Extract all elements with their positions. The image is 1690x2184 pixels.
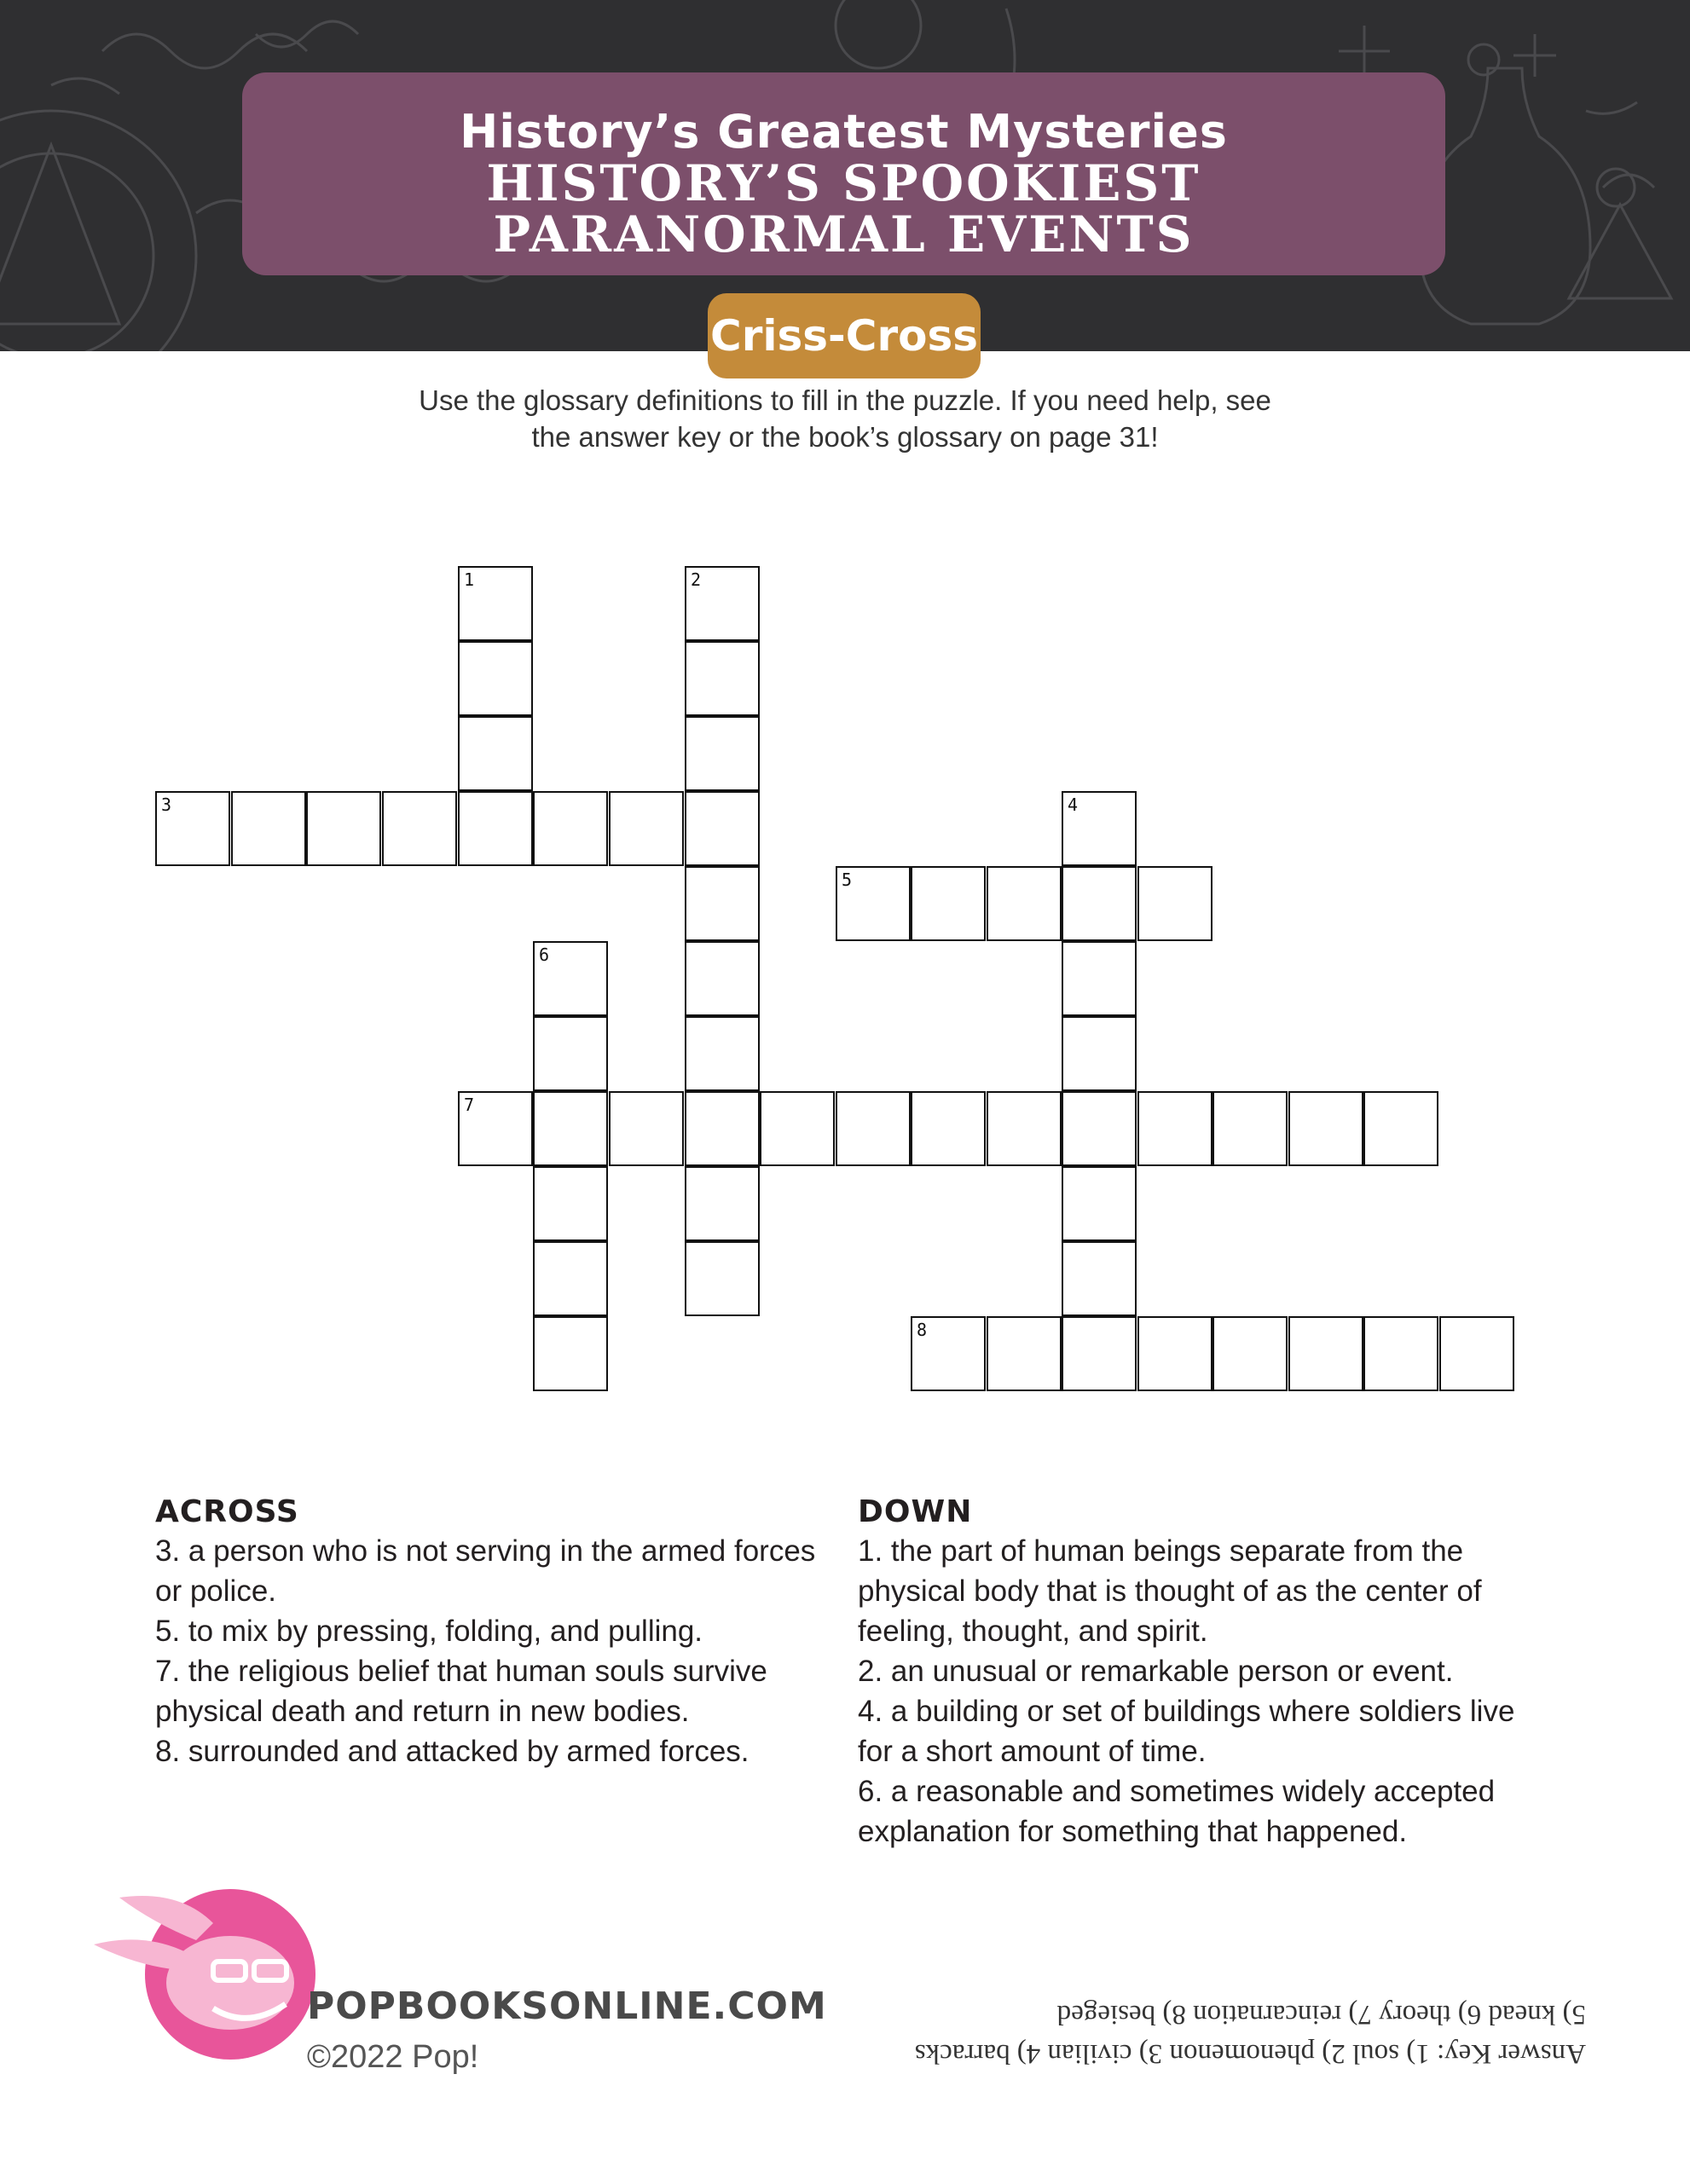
crossword-cell[interactable] [533, 1166, 608, 1241]
crossword-cell[interactable] [533, 1316, 608, 1391]
crossword-cell[interactable] [685, 716, 760, 791]
crossword-cell[interactable] [533, 1241, 608, 1316]
crossword-cell[interactable] [1213, 1316, 1288, 1391]
crossword-cell[interactable] [1288, 1091, 1363, 1166]
crossword-cell[interactable] [1363, 1316, 1438, 1391]
down-clue: 6. a reasonable and sometimes widely accepted explanation for something that happened. [858, 1775, 1496, 1848]
crossword-cell[interactable] [1062, 866, 1137, 941]
crossword-cell[interactable] [760, 1091, 835, 1166]
crossword-cell[interactable] [533, 941, 608, 1016]
crossword-cell[interactable] [685, 791, 760, 866]
crossword-cell[interactable] [836, 1091, 911, 1166]
down-clues [858, 1494, 1531, 1852]
crossword-cell[interactable] [458, 566, 533, 641]
series-title: History’s Greatest Mysteries [460, 105, 1228, 159]
crossword-cell[interactable] [685, 941, 760, 1016]
crossword-cell[interactable] [1137, 1091, 1213, 1166]
across-clue: 5. to mix by pressing, folding, and pulling. [155, 1615, 703, 1648]
crossword-cell[interactable] [533, 1091, 608, 1166]
crossword-cell[interactable] [685, 1166, 760, 1241]
book-title-line-2: PARANORMAL EVENTS [493, 205, 1195, 263]
copyright: ©2022 Pop! [307, 2039, 479, 2075]
crossword-cell[interactable] [685, 1241, 760, 1316]
pop-mascot-logo-icon [85, 1872, 315, 2060]
crossword-cell[interactable] [458, 641, 533, 716]
crossword-cell[interactable] [1062, 1316, 1137, 1391]
crossword-cell[interactable] [1062, 1091, 1137, 1166]
crossword-cell[interactable] [911, 1091, 986, 1166]
crossword-cell[interactable] [987, 1316, 1062, 1391]
crossword-cell[interactable] [1213, 1091, 1288, 1166]
website-link[interactable]: POPBOOKSONLINE.COM [307, 1985, 827, 2028]
answer-key-line-2: 5) knead 6) theory 7) reincarnation 8) besieged [1056, 1999, 1586, 2030]
crossword-cell[interactable] [836, 866, 911, 941]
activity-badge: Criss-Cross [708, 293, 981, 378]
crossword-cell[interactable] [1137, 866, 1213, 941]
answer-key-line-1: Answer Key: 1) soul 2) phenomenon 3) civilian 4) barracks [914, 2038, 1586, 2069]
crossword-cell[interactable] [458, 1091, 533, 1166]
crossword-cell[interactable] [685, 566, 760, 641]
crossword-cell[interactable] [458, 791, 533, 866]
down-clue: 1. the part of human beings separate from the physical body that is thought of as the center of feeling, thought, and spirit. [858, 1534, 1482, 1648]
crossword-cell[interactable] [685, 641, 760, 716]
book-title-line-1: HISTORY’S SPOOKIEST [486, 154, 1201, 212]
clue-number: 1 [464, 569, 475, 590]
crossword-cell[interactable] [1062, 1016, 1137, 1091]
crossword-cell[interactable] [1062, 1166, 1137, 1241]
crossword-cell[interactable] [609, 1091, 684, 1166]
crossword-cell[interactable] [1439, 1316, 1514, 1391]
crossword-cell[interactable] [685, 1091, 760, 1166]
across-clue: 8. surrounded and attacked by armed forces. [155, 1735, 750, 1768]
clue-number: 7 [464, 1095, 475, 1115]
crossword-cell[interactable] [685, 866, 760, 941]
crossword-cell[interactable] [458, 716, 533, 791]
crossword-cell[interactable] [382, 791, 457, 866]
title-box [242, 72, 1445, 275]
crossword-cell[interactable] [911, 1316, 986, 1391]
down-heading: DOWN [858, 1494, 973, 1529]
instructions [281, 382, 1409, 455]
upside-down-answer-key [793, 1995, 1586, 2073]
down-clue: 4. a building or set of buildings where soldiers live for a short amount of time. [858, 1695, 1515, 1768]
crossword-cell[interactable] [609, 791, 684, 866]
crossword-cell[interactable] [306, 791, 381, 866]
clue-number: 6 [539, 945, 550, 965]
clue-number: 2 [691, 569, 702, 590]
clue-number: 3 [161, 794, 172, 815]
crossword-cell[interactable] [1363, 1091, 1438, 1166]
down-clue: 2. an unusual or remarkable person or event. [858, 1655, 1454, 1688]
across-clue: 7. the religious belief that human souls survive physical death and return in new bodies. [155, 1655, 767, 1728]
across-clues [155, 1494, 829, 1771]
crossword-cell[interactable] [1062, 941, 1137, 1016]
crossword-cell[interactable] [911, 866, 986, 941]
crossword-cell[interactable] [533, 1016, 608, 1091]
across-heading: ACROSS [155, 1494, 299, 1529]
crossword-cell[interactable] [987, 866, 1062, 941]
crossword-cell[interactable] [685, 1016, 760, 1091]
clue-number: 4 [1068, 794, 1079, 815]
crossword-cell[interactable] [1062, 791, 1137, 866]
crossword-cell[interactable] [1137, 1316, 1213, 1391]
crossword-cell[interactable] [533, 791, 608, 866]
crossword-cell[interactable] [987, 1091, 1062, 1166]
clue-number: 8 [917, 1320, 928, 1340]
instructions-line-1: Use the glossary definitions to fill in the puzzle. If you need help, see [419, 384, 1271, 416]
instructions-line-2: the answer key or the book’s glossary on page 31! [531, 421, 1159, 453]
crossword-cell[interactable] [155, 791, 230, 866]
crossword-cell[interactable] [1288, 1316, 1363, 1391]
crossword-cell[interactable] [1062, 1241, 1137, 1316]
clue-number: 5 [842, 870, 853, 890]
crossword-cell[interactable] [231, 791, 306, 866]
across-clue: 3. a person who is not serving in the armed forces or police. [155, 1534, 816, 1608]
